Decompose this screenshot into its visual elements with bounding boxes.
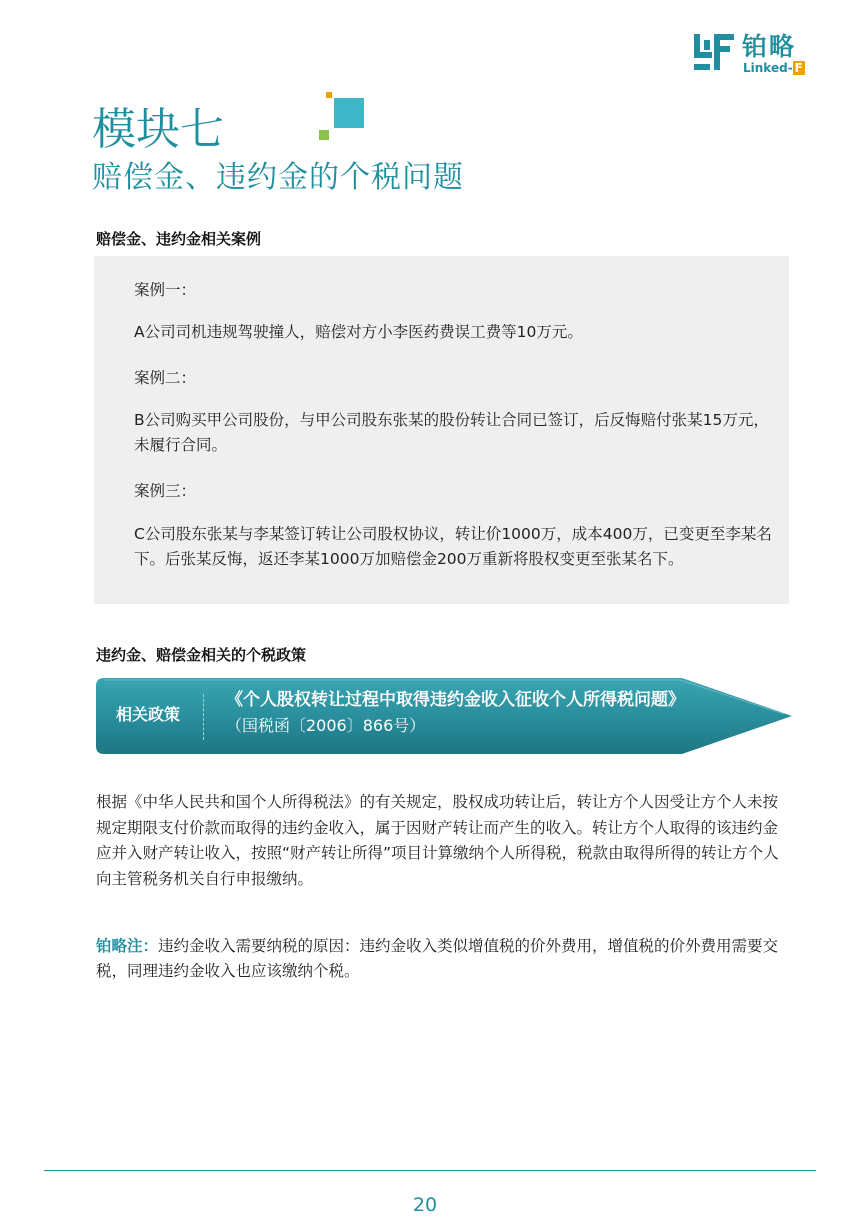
logo-english-text: [743, 61, 805, 75]
case-2-label: 案例二：: [134, 369, 197, 387]
case-2-text: B公司购买甲公司股份，与甲公司股东张某的股份转让合同已签订，后反悔赔付张某15万元，未履行合同。: [134, 411, 769, 454]
module-subtitle: 赔偿金、违约金的个税问题: [92, 160, 464, 195]
policy-section-title: 违约金、赔偿金相关的个税政策: [96, 646, 307, 664]
note-paragraph: [96, 934, 786, 984]
decor-square-cyan: [334, 98, 364, 128]
policy-body-text: 根据《中华人民共和国个人所得税法》的有关规定，股权成功转让后，转让方个人因受让方个人未按规定期限支付价款而取得的违约金收入，属于因财产转让而产生的收入。转让方个人取得的该违约金应并入财产转让收入，按照“财产转让所得”项目计算缴纳个人所得税，税款由取得所得的转让方个人向主管税务机关自行申报缴纳。: [96, 793, 779, 888]
decor-square-green: [319, 130, 329, 140]
note-text: 违约金收入需要纳税的原因：违约金收入类似增值税的价外费用，增值税的价外费用需要交税，同理违约金收入也应该缴纳个税。: [96, 937, 779, 980]
case-1-label: 案例一：: [134, 281, 197, 299]
cases-box: [94, 256, 789, 604]
logo-chinese-text: 铂略: [742, 32, 797, 61]
policy-document-title: 《个人股权转让过程中取得违约金收入征收个人所得税问题》: [226, 690, 685, 710]
policy-document-number: （国税函〔2006〕866号）: [226, 716, 426, 735]
logo-english-prefix: Linked-: [743, 61, 793, 75]
cases-section-title: 赔偿金、违约金相关案例: [96, 230, 262, 248]
note-label: 铂略注：: [96, 937, 159, 955]
case-1-text: A公司司机违规驾驶撞人，赔偿对方小李医药费误工费等10万元。: [134, 323, 583, 341]
page-number: 20: [412, 1194, 438, 1216]
footer-divider: [44, 1170, 816, 1171]
logo-english-box: F: [794, 61, 803, 75]
policy-banner: [94, 676, 794, 756]
case-3-text: C公司股东张某与李某签订转让公司股权协议，转让价1000万，成本400万，已变更至李某名下。后张某反悔，返还李某1000万加赔偿金200万重新将股权变更至张某名下。: [134, 525, 772, 568]
policy-banner-divider: [203, 694, 204, 740]
decor-square-orange: [326, 92, 332, 98]
case-3-label: 案例三：: [134, 482, 197, 500]
module-title: 模块七: [92, 104, 224, 155]
logo-mark-icon: [692, 32, 736, 72]
brand-logo: [692, 32, 812, 76]
policy-banner-label: 相关政策: [116, 705, 181, 724]
